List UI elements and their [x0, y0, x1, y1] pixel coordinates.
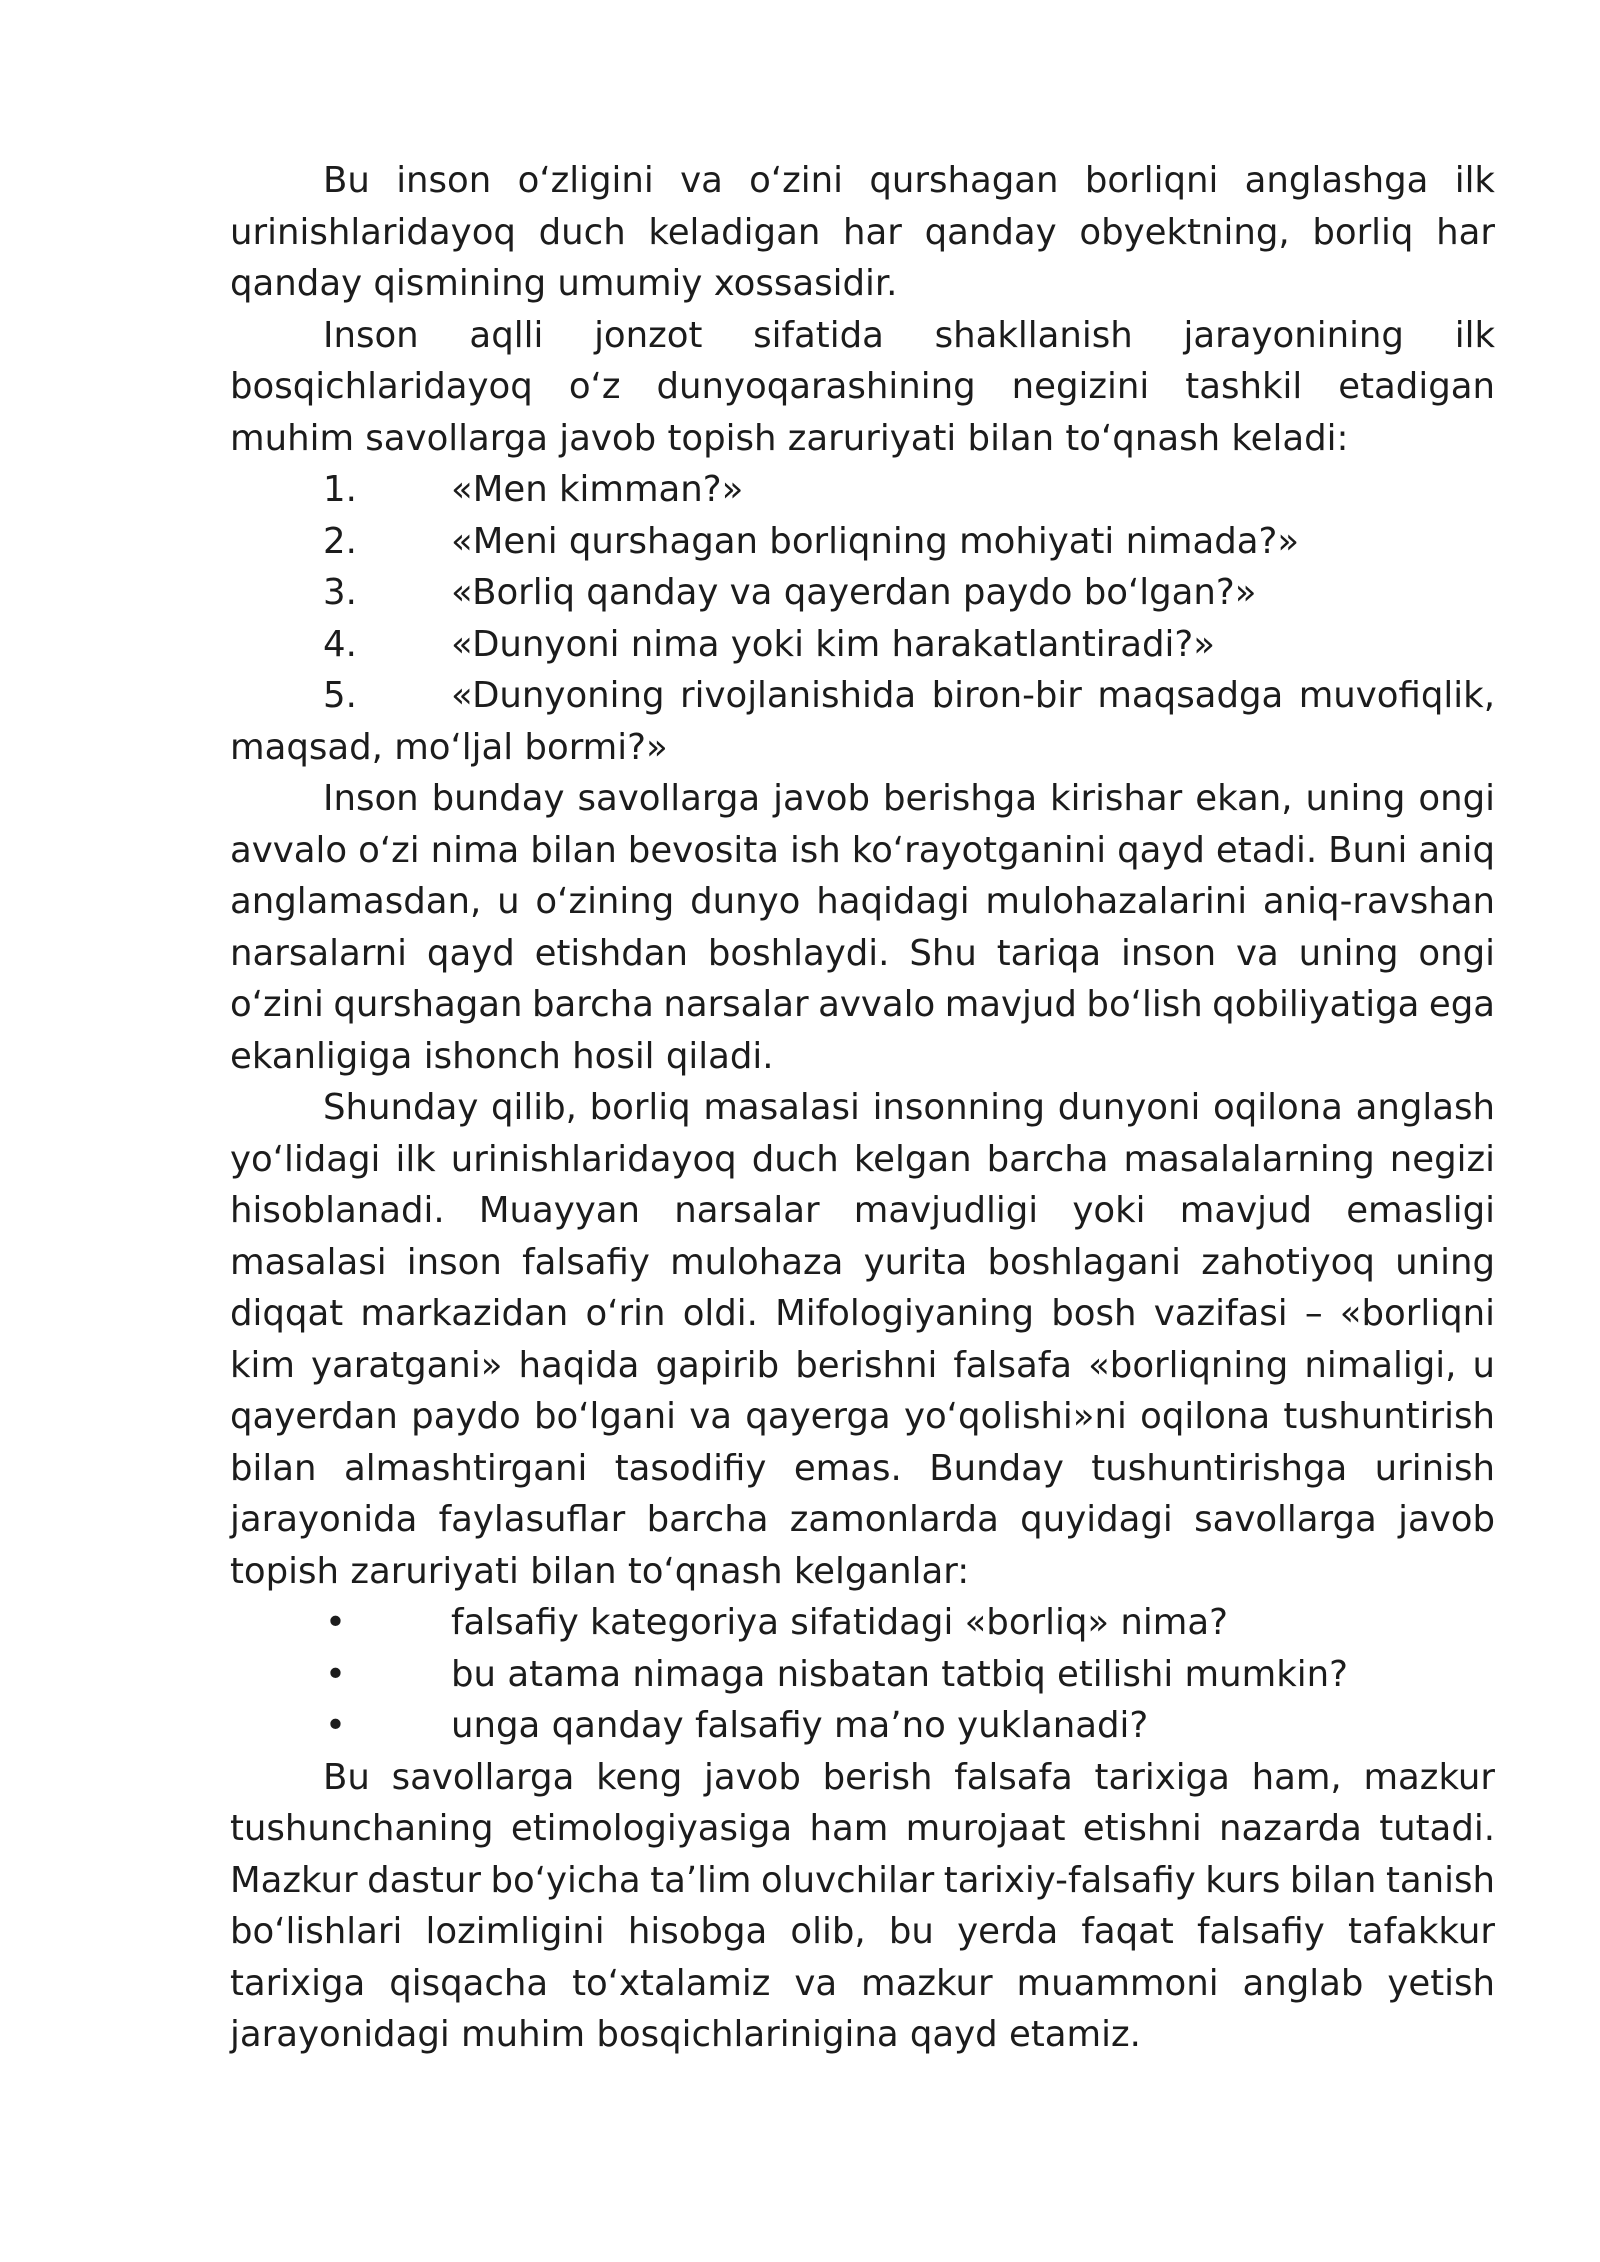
list-number: 3. [323, 572, 357, 613]
paragraph-line: Bu inson o‘zligini va o‘zini qurshagan borliqni anglashga ilk [323, 160, 1495, 201]
numbered-list-item [230, 516, 1495, 568]
paragraph-line: tarixiga qisqacha to‘xtalamiz va mazkur muammoni anglab yetish [230, 1962, 1495, 2004]
paragraph-line: Inson aqlli jonzot sifatida shakllanish jarayonining ilk [323, 314, 1495, 356]
paragraph [230, 310, 1495, 465]
list-item-continuation: maqsad, mo‘ljal bormi?» [230, 726, 668, 768]
bullet-item-text: unga qanday falsafiy ma’no yuklanadi? [451, 1705, 1149, 1746]
paragraph-line: ekanligiga ishonch hosil qiladi. [230, 1035, 774, 1077]
paragraph-line: diqqat markazidan o‘rin oldi. Mifologiyaning bosh vazifasi – «borliqni [230, 1293, 1495, 1334]
numbered-list-item [230, 670, 1495, 722]
bullet-marker: • [325, 1602, 346, 1643]
list-number: 1. [323, 469, 357, 510]
numbered-list-item [230, 619, 1495, 671]
paragraph [230, 773, 1495, 1082]
paragraph-line: topish zaruriyati bilan to‘qnash kelganlar: [230, 1550, 970, 1592]
paragraph-line: masalasi inson falsafiy mulohaza yurita boshlagani zahotiyoq uning [230, 1241, 1495, 1283]
paragraph-line: jarayonidagi muhim bosqichlarinigina qayd etamiz. [230, 2014, 1141, 2055]
list-item-text: «Dunyoni nima yoki kim harakatlantiradi?» [451, 623, 1215, 665]
list-item-text: «Meni qurshagan borliqning mohiyati nimada?» [451, 520, 1300, 562]
numbered-list-item [230, 567, 1495, 619]
paragraph-line: bosqichlaridayoq o‘z dunyoqarashining negizini tashkil etadigan [230, 366, 1495, 407]
paragraph-line: bilan almashtirgani tasodifiy emas. Bunday tushuntirishga urinish [230, 1447, 1495, 1489]
bullet-item-text: bu atama nimaga nisbatan tatbiq etilishi mumkin? [451, 1653, 1348, 1695]
paragraph-line: jarayonida faylasuflar barcha zamonlarda quyidagi savollarga javob [230, 1499, 1495, 1540]
paragraph-line: o‘zini qurshagan barcha narsalar avvalo mavjud bo‘lish qobiliyatiga ega [230, 984, 1495, 1025]
bullet-marker: • [325, 1653, 346, 1695]
numbered-list [230, 464, 1495, 773]
numbered-list-item [230, 464, 1495, 516]
paragraph [230, 1752, 1495, 2061]
paragraph-line: urinishlaridayoq duch keladigan har qanday obyektning, borliq har [230, 211, 1495, 253]
bullet-list-item [230, 1700, 1495, 1752]
list-number: 4. [323, 623, 357, 665]
list-number: 2. [323, 520, 357, 562]
list-item-text: «Men kimman?» [451, 469, 744, 510]
paragraph-line: hisoblanadi. Muayyan narsalar mavjudligi yoki mavjud emasligi [230, 1190, 1495, 1231]
paragraph-line: narsalarni qayd etishdan boshlaydi. Shu tariqa inson va uning ongi [230, 932, 1495, 974]
bullet-list [230, 1597, 1495, 1752]
list-item-text: «Dunyoning rivojlanishida biron-bir maqsadga muvofiqlik, [451, 675, 1495, 716]
paragraph [230, 155, 1495, 310]
paragraph-line: tushunchaning etimologiyasiga ham murojaat etishni nazarda tutadi. [230, 1808, 1495, 1849]
bullet-marker: • [325, 1705, 346, 1746]
paragraph-line: yo‘lidagi ilk urinishlaridayoq duch kelgan barcha masalalarning negizi [230, 1138, 1495, 1180]
bullet-list-item [230, 1649, 1495, 1701]
document-page [230, 155, 1495, 2061]
list-number: 5. [323, 675, 357, 716]
paragraph-line: muhim savollarga javob topish zaruriyati bilan to‘qnash keladi: [230, 417, 1349, 459]
bullet-item-text: falsafiy kategoriya sifatidagi «borliq» nima? [451, 1602, 1228, 1643]
paragraph-line: avvalo o‘zi nima bilan bevosita ish ko‘rayotganini qayd etadi. Buni aniq [230, 829, 1495, 871]
paragraph-line: anglamasdan, u o‘zining dunyo haqidagi mulohazalarini aniq-ravshan [230, 881, 1495, 922]
paragraph-line: qayerdan paydo bo‘lgani va qayerga yo‘qolishi»ni oqilona tushuntirish [230, 1396, 1495, 1437]
paragraph-line: Shunday qilib, borliq masalasi insonning dunyoni oqilona anglash [323, 1087, 1495, 1128]
paragraph-line: Inson bunday savollarga javob berishga kirishar ekan, uning ongi [323, 778, 1495, 819]
list-item-text: «Borliq qanday va qayerdan paydo bo‘lgan?» [451, 572, 1257, 613]
paragraph-line: bo‘lishlari lozimligini hisobga olib, bu yerda faqat falsafiy tafakkur [230, 1911, 1495, 1952]
paragraph [230, 1082, 1495, 1597]
bullet-list-item [230, 1597, 1495, 1649]
paragraph-line: Bu savollarga keng javob berish falsafa tarixiga ham, mazkur [323, 1756, 1495, 1798]
paragraph-line: kim yaratgani» haqida gapirib berishni falsafa «borliqning nimaligi, u [230, 1344, 1495, 1386]
paragraph-line: qanday qismining umumiy xossasidir. [230, 263, 898, 304]
paragraph-line: Mazkur dastur bo‘yicha ta’lim oluvchilar tarixiy-falsafiy kurs bilan tanish [230, 1859, 1495, 1901]
